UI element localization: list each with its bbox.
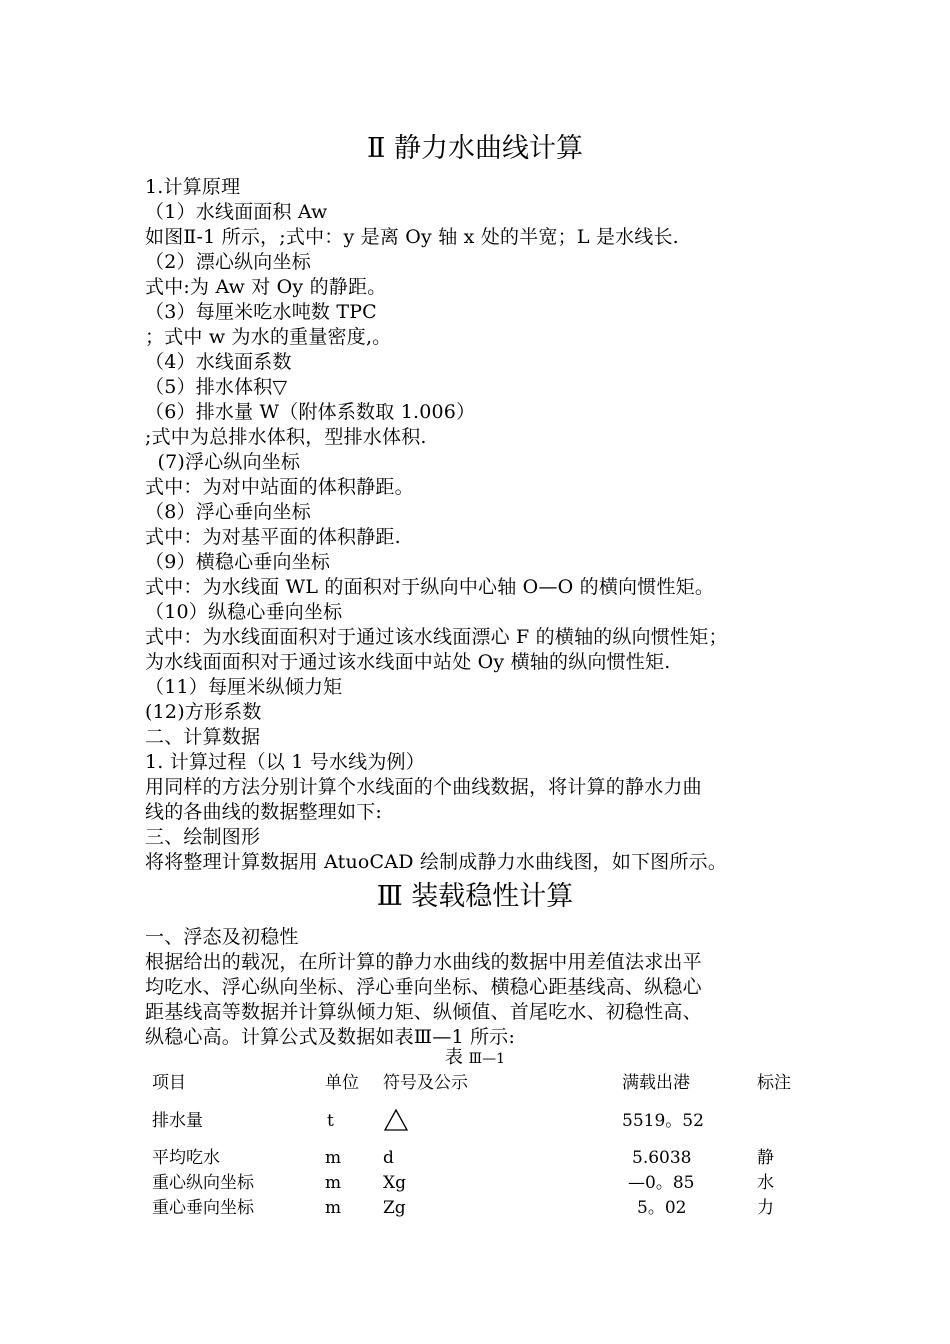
table-cell-item: 排水量 xyxy=(152,1111,203,1131)
table-cell-item: 重心纵向坐标 xyxy=(152,1173,254,1193)
section-heading-hydrostatic: Ⅱ 静力水曲线计算 xyxy=(367,133,583,164)
text-line: (7)浮心纵向坐标 xyxy=(145,451,301,473)
text-line: ;式中为总排水体积，型排水体积. xyxy=(145,426,427,448)
table-cell-unit: t xyxy=(327,1111,334,1131)
text-line: (12)方形系数 xyxy=(145,701,262,723)
text-line: 用同样的方法分别计算个水线面的个曲线数据，将计算的静水力曲 xyxy=(145,776,702,798)
table-header-full-load: 满载出港 xyxy=(622,1073,690,1093)
table-cell-item: 重心垂向坐标 xyxy=(152,1198,254,1218)
text-line: 为水线面面积对于通过该水线面中站处 Oy 横轴的纵向惯性矩. xyxy=(145,651,671,673)
text-line: （9）横稳心垂向坐标 xyxy=(145,551,331,573)
table-cell-item: 平均吃水 xyxy=(152,1148,220,1168)
table-header-unit: 单位 xyxy=(325,1073,359,1093)
text-line: 1.计算原理 xyxy=(145,176,241,198)
table-cell-symbol: d xyxy=(383,1148,394,1168)
table-cell-note: 水 xyxy=(757,1173,774,1193)
text-line: 式中:为 Aw 对 Oy 的静距。 xyxy=(145,276,387,298)
text-line: （6）排水量 W（附体系数取 1.006） xyxy=(145,401,476,423)
text-line: 均吃水、浮心纵向坐标、浮心垂向坐标、横稳心距基线高、纵稳心 xyxy=(145,976,702,998)
table-caption-prefix: 表 xyxy=(444,1047,469,1068)
text-line: （2）漂心纵向坐标 xyxy=(145,251,311,273)
text-line: （1）水线面面积 Aw xyxy=(145,201,328,223)
text-line: （11）每厘米纵倾力矩 xyxy=(145,676,343,698)
text-line: 三、绘制图形 xyxy=(145,826,261,848)
text-line: 距基线高等数据并计算纵倾力矩、纵倾值、首尾吃水、初稳性高、 xyxy=(145,1001,702,1023)
text-line: 纵稳心高。计算公式及数据如表Ⅲ—1 所示: xyxy=(145,1026,516,1048)
table-cell-symbol: Xg xyxy=(383,1173,406,1193)
table-header-item: 项目 xyxy=(152,1073,186,1093)
table-caption-number: Ⅲ—1 xyxy=(468,1051,506,1067)
text-line: 式中：为水线面 WL 的面积对于纵向中心轴 O—O 的横向惯性矩。 xyxy=(145,576,715,598)
text-line: 式中：为对基平面的体积静距. xyxy=(145,526,401,548)
text-line: 二、计算数据 xyxy=(145,726,261,748)
text-line: ；式中 w 为水的重量密度,。 xyxy=(145,326,392,348)
text-line: 根据给出的载况，在所计算的静力水曲线的数据中用差值法求出平 xyxy=(145,951,702,973)
text-line: （8）浮心垂向坐标 xyxy=(145,501,311,523)
text-line: 如图Ⅱ-1 所示，;式中：y 是离 Oy 轴 x 处的半宽；L 是水线长. xyxy=(145,226,679,248)
text-line: 线的各曲线的数据整理如下: xyxy=(145,801,383,823)
text-line: （3）每厘米吃水吨数 TPC xyxy=(145,301,377,323)
table-cell-value: 5.6038 xyxy=(632,1148,692,1168)
text-line: 将将整理计算数据用 AtuoCAD 绘制成静力水曲线图，如下图所示。 xyxy=(145,851,728,873)
text-line: 式中：为对中站面的体积静距。 xyxy=(145,476,414,498)
text-line: （5）排水体积▽ xyxy=(145,376,288,398)
table-cell-symbol: Zg xyxy=(383,1198,406,1218)
table-cell-value: 5。02 xyxy=(637,1198,687,1218)
table-cell-note: 静 xyxy=(757,1148,774,1168)
table-cell-value: 5519。52 xyxy=(622,1111,704,1131)
table-caption xyxy=(0,1047,950,1070)
table-header-symbol: 符号及公示 xyxy=(383,1073,468,1093)
triangle-delta-icon xyxy=(383,1108,409,1132)
section-heading-stability: Ⅲ 装载稳性计算 xyxy=(376,881,574,912)
text-line: （4）水线面系数 xyxy=(145,351,292,373)
table-header-note: 标注 xyxy=(757,1073,791,1093)
table-cell-value: —0。85 xyxy=(628,1173,695,1193)
table-cell-note: 力 xyxy=(757,1198,774,1218)
text-line: 一、浮态及初稳性 xyxy=(145,926,299,948)
text-line: （10）纵稳心垂向坐标 xyxy=(145,601,343,623)
text-line: 1. 计算过程（以 1 号水线为例） xyxy=(145,751,425,773)
table-cell-unit: m xyxy=(325,1198,342,1218)
text-line: 式中：为水线面面积对于通过该水线面漂心 F 的横轴的纵向惯性矩； xyxy=(145,626,728,648)
table-cell-unit: m xyxy=(325,1148,342,1168)
table-cell-unit: m xyxy=(325,1173,342,1193)
